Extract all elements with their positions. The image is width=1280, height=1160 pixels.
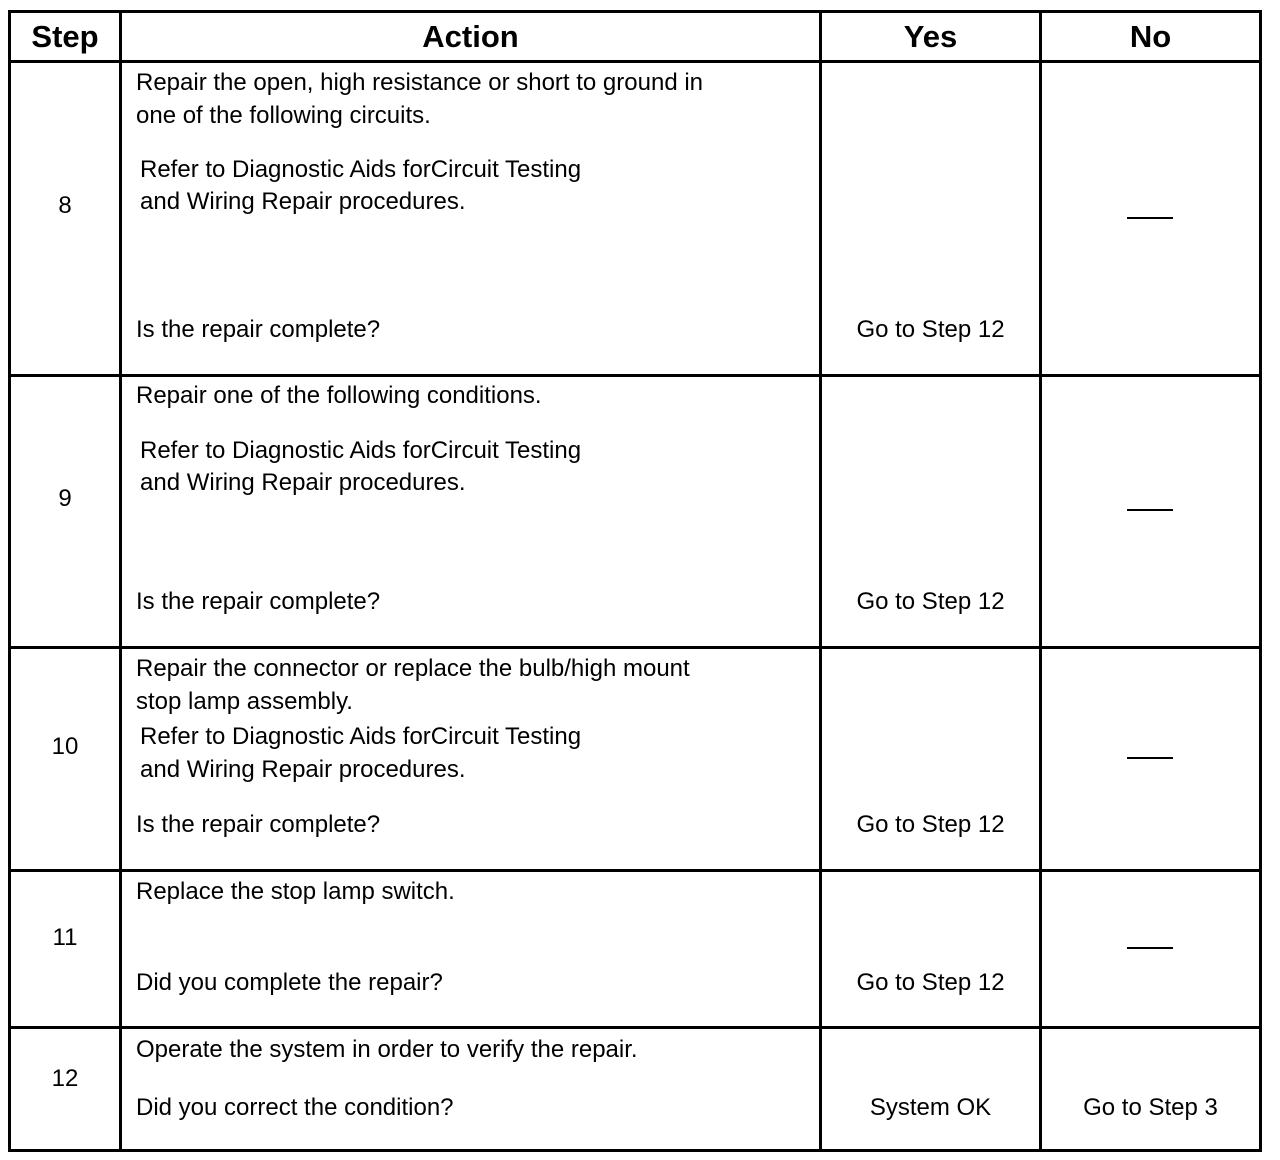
table-border-bottom — [8, 1149, 1262, 1152]
action-text: Replace the stop lamp switch. — [136, 878, 455, 905]
step-number: 8 — [58, 192, 72, 219]
yes-outcome: Go to Step 12 — [856, 316, 1005, 343]
action-text: one of the following circuits. — [136, 102, 431, 129]
question-text: Is the repair complete? — [136, 811, 381, 838]
refer-text: and Wiring Repair procedures. — [140, 188, 466, 215]
action-text: Repair one of the following conditions. — [136, 382, 542, 409]
question-text: Did you complete the repair? — [136, 969, 443, 996]
yes-outcome: Go to Step 12 — [856, 588, 1005, 615]
table-border-left — [8, 10, 11, 1152]
no-outcome-dash — [1127, 947, 1173, 949]
step-number: 10 — [51, 733, 79, 760]
yes-outcome: System OK — [869, 1094, 992, 1121]
row-divider — [8, 646, 1262, 649]
no-outcome-dash — [1127, 217, 1173, 219]
step-number: 9 — [58, 485, 72, 512]
table-border-right — [1259, 10, 1262, 1152]
action-text: Operate the system in order to verify the repair. — [136, 1036, 638, 1063]
row-divider — [8, 1026, 1262, 1029]
question-text: Is the repair complete? — [136, 316, 381, 343]
header-step: Step — [31, 19, 99, 54]
no-outcome: Go to Step 3 — [1083, 1094, 1218, 1121]
question-text: Did you correct the condition? — [136, 1094, 454, 1121]
action-text: Repair the open, high resistance or short to ground in — [136, 69, 704, 96]
yes-outcome: Go to Step 12 — [856, 811, 1005, 838]
column-divider — [119, 10, 122, 1152]
refer-text: Refer to Diagnostic Aids forCircuit Testing — [140, 156, 582, 183]
row-divider — [8, 374, 1262, 377]
no-outcome-dash — [1127, 509, 1173, 511]
refer-text: Refer to Diagnostic Aids forCircuit Testing — [140, 723, 582, 750]
step-number: 12 — [51, 1065, 79, 1092]
refer-text: Refer to Diagnostic Aids forCircuit Testing — [140, 437, 582, 464]
no-outcome-dash — [1127, 757, 1173, 759]
action-text: Repair the connector or replace the bulb/high mount — [136, 655, 690, 682]
refer-text: and Wiring Repair procedures. — [140, 756, 466, 783]
header-action: Action — [422, 19, 519, 54]
action-text: stop lamp assembly. — [136, 688, 353, 715]
refer-text: and Wiring Repair procedures. — [140, 469, 466, 496]
question-text: Is the repair complete? — [136, 588, 381, 615]
yes-outcome: Go to Step 12 — [856, 969, 1005, 996]
header-no: No — [1129, 19, 1172, 54]
row-divider — [8, 869, 1262, 872]
step-number: 11 — [52, 924, 78, 951]
column-divider — [1039, 10, 1042, 1152]
header-yes: Yes — [903, 19, 958, 54]
